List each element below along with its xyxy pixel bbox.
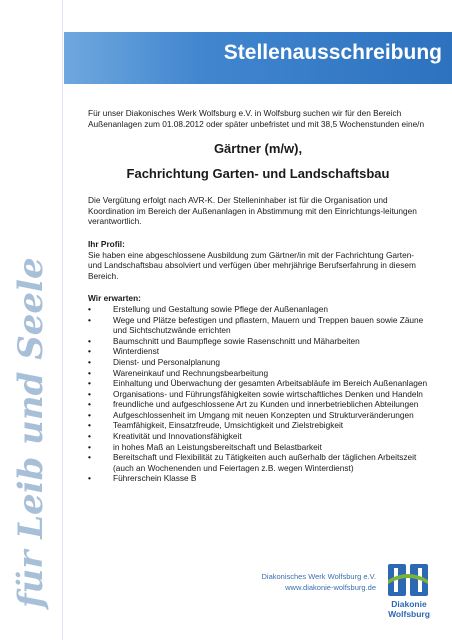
profile-text: Sie haben eine abgeschlossene Ausbildung zum Gärtner/in mit der Fachrichtung Garten- und Landschaftsbau absolviert und verfügen über mehrjährige Berufserfahrung in diesem Bereich. <box>88 249 416 281</box>
list-item-text: Dienst- und Personalplanung <box>113 356 221 367</box>
bullet-icon: • <box>88 335 91 346</box>
diakonie-logo-icon <box>386 562 430 598</box>
bullet-icon: • <box>88 314 91 325</box>
footer <box>252 562 452 632</box>
list-item-text: Baumschnitt und Baumpflege sowie Rasenschnitt und Mäharbeiten <box>113 335 360 346</box>
bullet-icon: • <box>88 356 91 367</box>
bullet-icon: • <box>88 441 91 452</box>
bullet-icon: • <box>88 452 91 463</box>
list-item-text: Einhaltung und Überwachung der gesamten Arbeitsabläufe im Bereich Außenanlagen <box>113 378 428 389</box>
list-item <box>88 473 428 484</box>
list-item-text: Wege und Plätze befestigen und pflastern, Mauern und Treppen bauen sowie Zäune und Sichtschutzwände errichten <box>113 314 424 336</box>
expectations-section <box>88 293 428 484</box>
bullet-icon: • <box>88 346 91 357</box>
list-item-text: Bereitschaft und Flexibilität zu Tätigkeiten auch außerhalb der täglichen Arbeitszeit (auch an Wochenenden und Feiertagen z.B. wegen Winterdienst) <box>113 452 417 473</box>
list-item-text: Erstellung und Gestaltung sowie Pflege der Außenanlagen <box>113 303 328 314</box>
footer-url-link[interactable]: www.diakonie-wolfsburg.de <box>285 583 376 592</box>
vertical-slogan: für Leib und Seele <box>11 257 51 608</box>
list-item <box>88 452 428 473</box>
list-item-text: Organisations- und Führungsfähigkeiten sowie wirtschaftliches Denken und Handeln <box>113 388 423 399</box>
list-item <box>88 315 428 336</box>
expectations-heading: Wir erwarten: <box>88 293 141 304</box>
list-item-text: Führerschein Klasse B <box>113 473 197 484</box>
logo-line-diakonie: Diakonie <box>391 599 427 609</box>
header-bar <box>64 32 452 84</box>
list-item-text: Winterdienst <box>113 346 160 357</box>
list-item <box>88 389 428 400</box>
bullet-icon: • <box>88 303 91 314</box>
bullet-icon: • <box>88 473 91 484</box>
bullet-icon: • <box>88 420 91 431</box>
bullet-icon: • <box>88 367 91 378</box>
page-title: Stellenausschreibung <box>223 41 442 64</box>
list-item <box>88 368 428 379</box>
list-item <box>88 357 428 368</box>
profile-heading: Ihr Profil: <box>88 238 125 249</box>
list-item-text: Wareneinkauf und Rechnungsbearbeitung <box>113 367 269 378</box>
list-item-text: Aufgeschlossenheit im Umgang mit neuen Konzepten und Strukturveränderungen <box>113 409 414 420</box>
list-item-text: in hohes Maß an Leistungsbereitschaft und Belastbarkeit <box>113 441 322 452</box>
bullet-icon: • <box>88 399 91 410</box>
list-item <box>88 431 428 442</box>
bullet-icon: • <box>88 431 91 442</box>
list-item-text: Teamfähigkeit, Einsatzfreude, Umsichtigkeit und Zielstrebigkeit <box>113 420 344 431</box>
list-item <box>88 442 428 453</box>
footer-org-name: Diakonisches Werk Wolfsburg e.V. <box>261 572 376 581</box>
job-subtitle: Fachrichtung Garten- und Landschaftsbau <box>126 166 390 182</box>
expectations-list <box>88 304 428 484</box>
left-decorative-band <box>0 0 63 640</box>
compensation-paragraph: Die Vergütung erfolgt nach AVR-K. Der Stelleninhaber ist für die Organisation und Koordination im Bereich der Außenanlagen in Abstimmung mit den Einrichtungs-leitungen verantwortlich. <box>88 195 417 227</box>
bullet-icon: • <box>88 378 91 389</box>
list-item <box>88 420 428 431</box>
bullet-icon: • <box>88 409 91 420</box>
list-item <box>88 399 428 410</box>
list-item <box>88 336 428 347</box>
profile-section <box>88 239 428 281</box>
logo-wordmark <box>380 600 438 619</box>
bullet-icon: • <box>88 388 91 399</box>
logo-line-wolfsburg: Wolfsburg <box>388 608 430 619</box>
list-item-text: Kreativität und Innovationsfähigkeit <box>113 431 242 442</box>
list-item <box>88 346 428 357</box>
job-title: Gärtner (m/w), <box>213 141 303 157</box>
list-item <box>88 378 428 389</box>
list-item-text: freundliche und aufgeschlossene Art zu Kunden und innerbetrieblichen Abteilungen <box>113 399 419 410</box>
list-item <box>88 304 428 315</box>
list-item <box>88 410 428 421</box>
job-posting-content <box>88 108 428 484</box>
intro-paragraph: Für unser Diakonisches Werk Wolfsburg e.V. in Wolfsburg suchen wir für den Bereich Außenanlagen zum 01.08.2012 oder später unbefristet und mit 38,5 Wochenstunden eine/n <box>88 108 425 129</box>
